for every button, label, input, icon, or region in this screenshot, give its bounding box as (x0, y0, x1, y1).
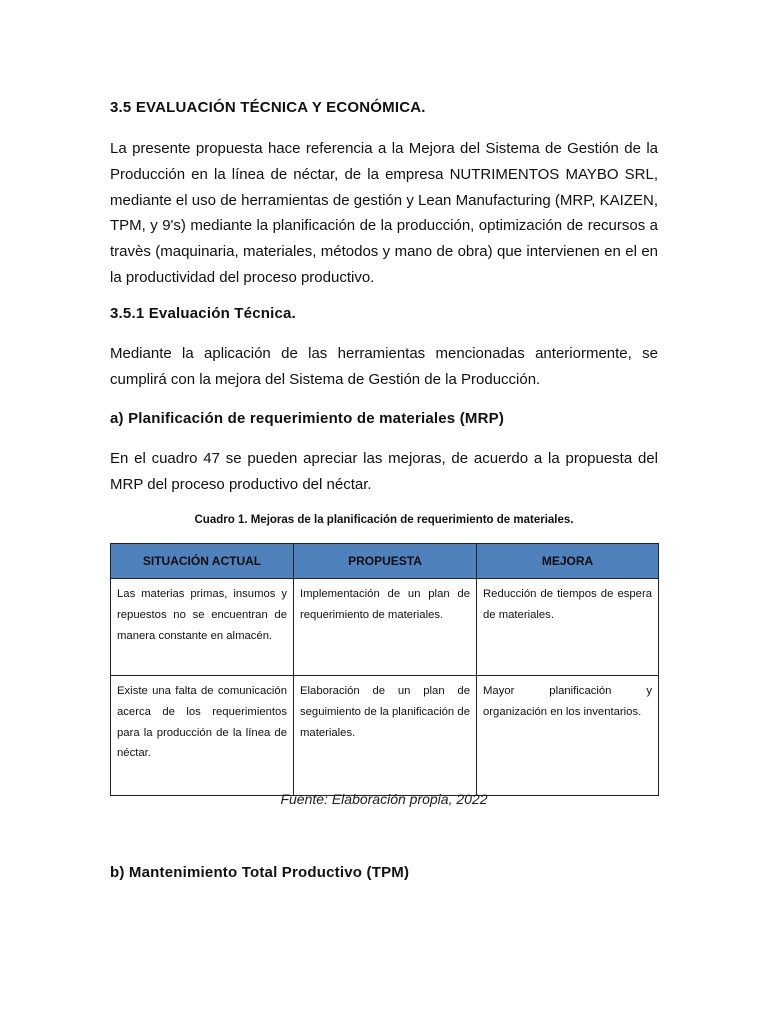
table-row (111, 579, 659, 676)
header-mejora: MEJORA (477, 544, 659, 579)
table-caption: Cuadro 1. Mejoras de la planificación de requerimiento de materiales. (194, 514, 574, 526)
table-cell: Las materias primas, insumos y repuestos no se encuentran de manera constante en almacén. (111, 579, 294, 676)
table-cell: Implementación de un plan de requerimiento de materiales. (294, 579, 477, 676)
header-propuesta: PROPUESTA (294, 544, 477, 579)
mrp-heading: a) Planificación de requerimiento de materiales (MRP) (110, 410, 505, 427)
table-cell: Reducción de tiempos de espera de materiales. (477, 579, 659, 676)
improvements-table (110, 543, 659, 796)
table-cell: Existe una falta de comunicación acerca de los requerimientos para la producción de la línea de néctar. (111, 676, 294, 796)
table-source: Fuente: Elaboración propia, 2022 (280, 791, 488, 807)
mrp-paragraph: En el cuadro 47 se pueden apreciar las mejoras, de acuerdo a la propuesta del MRP del proceso productivo del néctar. (110, 450, 658, 493)
tpm-heading: b) Mantenimiento Total Productivo (TPM) (110, 864, 410, 881)
section-heading: 3.5 EVALUACIÓN TÉCNICA Y ECONÓMICA. (110, 99, 426, 116)
table-row (111, 676, 659, 796)
table-header-row (111, 544, 659, 579)
table-cell: Elaboración de un plan de seguimiento de la planificación de materiales. (294, 676, 477, 796)
table-cell: Mayor planificación y organización en los inventarios. (477, 676, 659, 796)
subsection-heading: 3.5.1 Evaluación Técnica. (110, 305, 296, 322)
evaluation-paragraph: Mediante la aplicación de las herramientas mencionadas anteriormente, se cumplirá con la mejora del Sistema de Gestión de la Producción. (110, 345, 658, 388)
header-situacion-actual: SITUACIÓN ACTUAL (111, 544, 294, 579)
intro-paragraph: La presente propuesta hace referencia a la Mejora del Sistema de Gestión de la Producción en la línea de néctar, de la empresa NUTRIMENTOS MAYBO SRL, mediante el uso de herramientas de gestión y Lean Manufacturing (MRP, KAIZEN, TPM, y 9's) mediante la planificación de la producción, optimización de recursos a travès (maquinaria, materiales, métodos y mano de obra) que intervienen en el en la productividad del proceso productivo. (110, 140, 658, 286)
